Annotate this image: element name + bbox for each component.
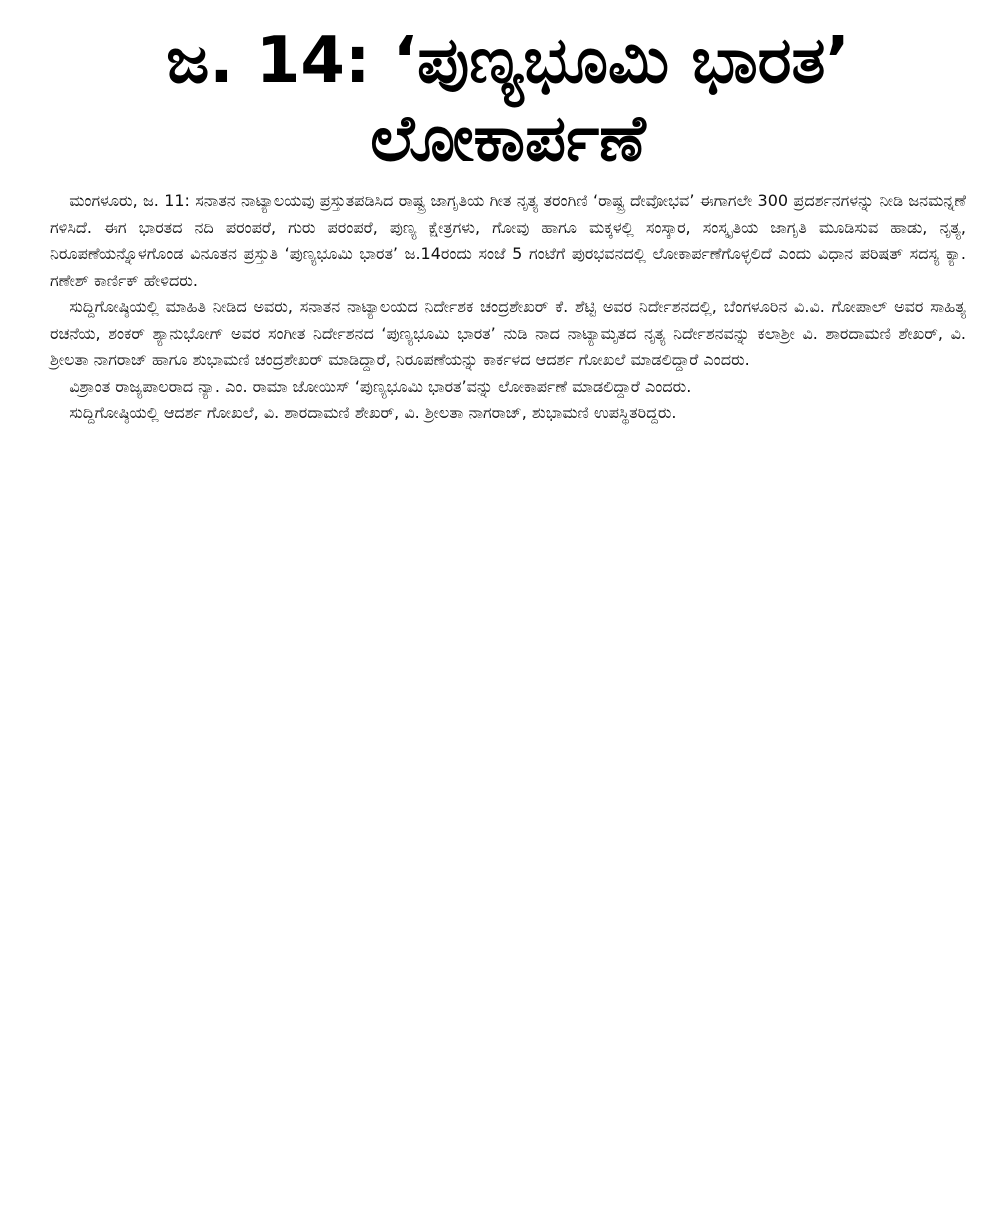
article-body (50, 188, 966, 427)
paragraph-3: ವಿಶ್ರಾಂತ ರಾಜ್ಯಪಾಲರಾದ ನ್ಯಾ. ಎಂ. ರಾಮಾ ಜೋಯಿಸ್ ‘ಪುಣ್ಯಭೂಮಿ ಭಾರತ’ವನ್ನು ಲೋಕಾರ್ಪಣೆ ಮಾಡಲಿದ್ದಾರೆ ಎಂದರು. (69, 376, 692, 396)
headline-line-1: ಜ. 14: ‘ಪುಣ್ಯಭೂಮಿ ಭಾರತ’ (166, 24, 850, 98)
paragraph-4: ಸುದ್ದಿಗೋಷ್ಠಿಯಲ್ಲಿ ಆದರ್ಶ ಗೋಖಲೆ, ವಿ. ಶಾರದಾಮಣಿ ಶೇಖರ್, ವಿ. ಶ್ರೀಲತಾ ನಾಗರಾಜ್, ಶುಭಾಮಣಿ ಉಪಸ್ಥಿತರಿದ್ದರು. (69, 403, 677, 422)
headline (50, 22, 966, 178)
paragraph-1: ಮಂಗಳೂರು, ಜ. 11: ಸನಾತನ ನಾಟ್ಯಾಲಯವು ಪ್ರಸ್ತುತಪಡಿಸಿದ ರಾಷ್ಟ್ರ ಜಾಗೃತಿಯ ಗೀತ ನೃತ್ಯ ತರಂಗಿಣಿ ‘ರಾಷ್ಟ್ರ ದೇವೋಭವ’ ಈಗಾಗಲೇ 300 ಪ್ರದರ್ಶನಗಳನ್ನು ನೀಡಿ ಜನಮನ್ನಣೆ ಗಳಿಸಿದೆ. ಈಗ ಭಾರತದ ನದಿ ಪರಂಪರೆ, ಗುರು ಪರಂಪರೆ, ಪುಣ್ಯ ಕ್ಷೇತ್ರಗಳು, ಗೋವು ಹಾಗೂ ಮಕ್ಕಳಲ್ಲಿ ಸಂಸ್ಕಾರ, ಸಂಸ್ಕೃತಿಯ ಜಾಗೃತಿ ಮೂಡಿಸುವ ಹಾಡು, ನೃತ್ಯ, ನಿರೂಪಣೆಯನ್ನೊಳಗೊಂಡ ವಿನೂತನ ಪ್ರಸ್ತುತಿ ‘ಪುಣ್ಯಭೂಮಿ ಭಾರತ’ ಜ.14ರಂದು ಸಂಜೆ 5 ಗಂಟೆಗೆ ಪುರಭವನದಲ್ಲಿ ಲೋಕಾರ್ಪಣೆಗೊಳ್ಳಲಿದೆ ಎಂದು ವಿಧಾನ ಪರಿಷತ್ ಸದಸ್ಯ ಕ್ಯಾ. ಗಣೇಶ್ ಕಾರ್ಣಿಕ್ ಹೇಳಿದರು. (50, 191, 966, 290)
headline-line-2: ಲೋಕಾರ್ಪಣೆ (370, 102, 646, 176)
paragraph-2: ಸುದ್ದಿಗೋಷ್ಠಿಯಲ್ಲಿ ಮಾಹಿತಿ ನೀಡಿದ ಅವರು, ಸನಾತನ ನಾಟ್ಯಾಲಯದ ನಿರ್ದೇಶಕ ಚಂದ್ರಶೇಖರ್ ಕೆ. ಶೆಟ್ಟಿ ಅವರ ನಿರ್ದೇಶನದಲ್ಲಿ, ಬೆಂಗಳೂರಿನ ವಿ.ವಿ. ಗೋಪಾಲ್ ಅವರ ಸಾಹಿತ್ಯ ರಚನೆಯ, ಶಂಕರ್ ಶ್ಯಾನುಭೋಗ್ ಅವರ ಸಂಗೀತ ನಿರ್ದೇಶನದ ‘ಪುಣ್ಯಭೂಮಿ ಭಾರತ’ ನುಡಿ ನಾದ ನಾಟ್ಯಾಮೃತದ ನೃತ್ಯ ನಿರ್ದೇಶನವನ್ನು ಕಲಾಶ್ರೀ ವಿ. ಶಾರದಾಮಣಿ ಶೇಖರ್, ವಿ. ಶ್ರೀಲತಾ ನಾಗರಾಜ್ ಹಾಗೂ ಶುಭಾಮಣಿ ಚಂದ್ರಶೇಖರ್ ಮಾಡಿದ್ದಾರೆ, ನಿರೂಪಣೆಯನ್ನು ಕಾರ್ಕಳದ ಆದರ್ಶ ಗೋಖಲೆ ಮಾಡಲಿದ್ದಾರೆ ಎಂದರು. (50, 297, 966, 369)
